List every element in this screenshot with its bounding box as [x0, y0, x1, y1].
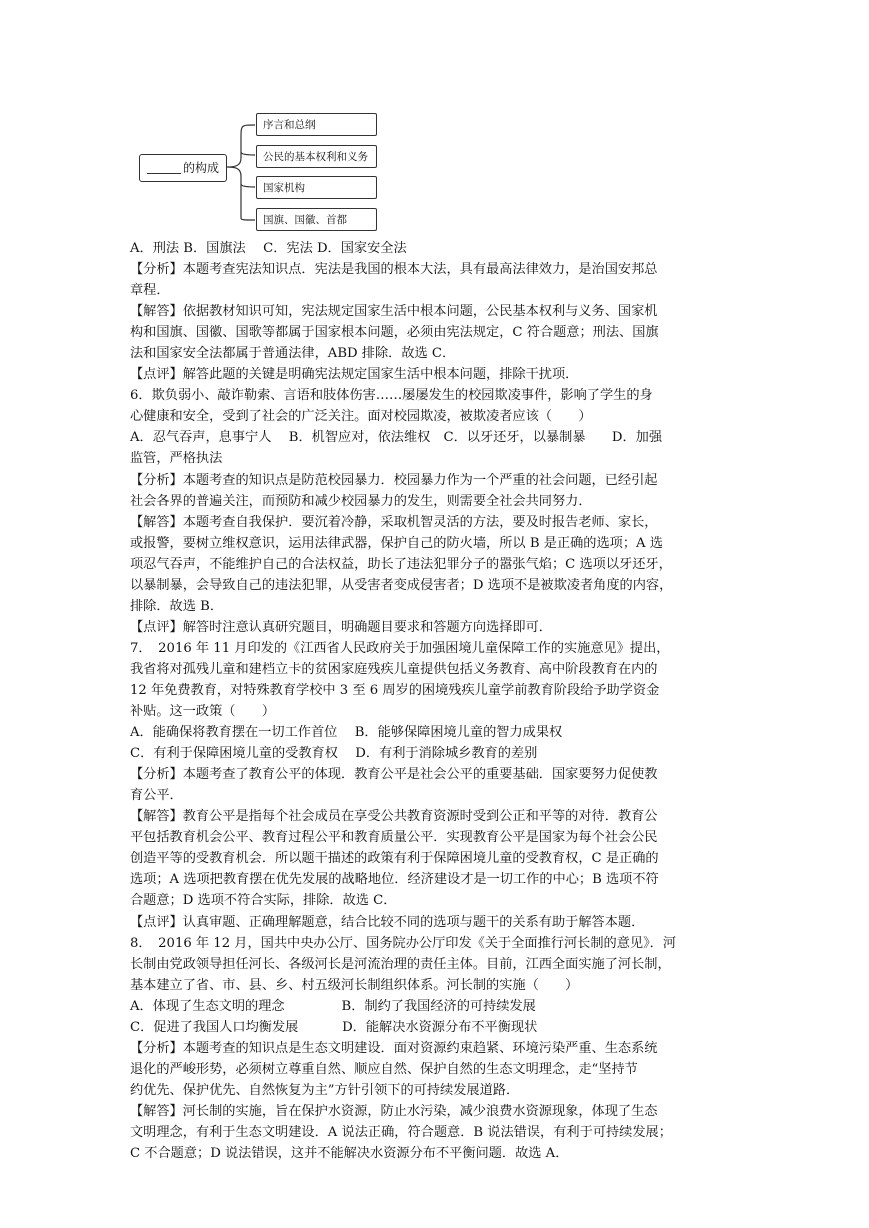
text-line: 12 年免费教育，对特殊教育学校中 3 至 6 周岁的困境残疾儿童学前教育阶段给予助学资金: [130, 682, 660, 698]
text-line: 法和国家安全法都属于普通法律，ABD 排除．故选 C．: [130, 346, 456, 362]
text-line: 选项；A 选项把教育摆在优先发展的战略地位．经济建设才是一切工作的中心；B 选项不符: [130, 872, 659, 888]
diagram-leaf: 序言和总纲: [256, 113, 377, 136]
text-line: 章程．: [130, 283, 170, 299]
text-line: 监管，严格执法: [130, 451, 223, 467]
diagram-leaf: 国家机构: [256, 176, 377, 199]
text-line: 【分析】本题考查了教育公平的体现．教育公平是社会公平的重要基础．国家要努力促使教: [130, 767, 658, 783]
text-line: 补贴。这一政策（ ）: [130, 704, 276, 720]
text-line: 6．欺负弱小、敲诈勒索、言语和肢体伤害……屡屡发生的校园欺凌事件，影响了学生的身: [130, 388, 653, 404]
text-line: C 不合题意；D 说法错误，这并不能解决水资源分布不平衡问题．故选 A．: [130, 1146, 569, 1162]
text-line: 心健康和安全，受到了社会的广泛关注。面对校园欺凌，被欺凌者应该（ ）: [130, 409, 592, 425]
text-line: 【解答】教育公平是指每个社会成员在享受公共教育资源时受到公正和平等的对待．教育公: [130, 809, 658, 825]
text-line: 社会各界的普遍关注，而预防和减少校园暴力的发生，则需要全社会共同努力．: [130, 493, 592, 509]
fill-in-blank: [147, 161, 181, 174]
text-line: 【点评】解答此题的关键是明确宪法规定国家生活中根本问题，排除干扰项．: [130, 367, 579, 383]
text-line: 以暴制暴，会导致自己的违法犯罪，从受害者变成侵害者；D 选项不是被欺凌者角度的内容，: [130, 577, 673, 593]
text-line: 育公平．: [130, 788, 183, 804]
text-line: 【点评】解答时注意认真研究题目，明确题目要求和答题方向选择即可．: [130, 619, 552, 635]
text-line: 我省将对孤残儿童和建档立卡的贫困家庭残疾儿童提供包括义务教育、高中阶段教育在内的: [130, 661, 658, 677]
text-line: 创造平等的受教育机会．所以题干描述的政策有利于保障困境儿童的受教育权，C 是正确的: [130, 851, 659, 867]
text-line: 文明理念，有利于生态文明建设．A 说法正确，符合题意．B 说法错误，有利于可持续发展；: [130, 1124, 672, 1140]
diagram-root-box: [139, 154, 227, 182]
text-line: 项忍气吞声，不能维护自己的合法权益，助长了违法犯罪分子的嚣张气焰；C 选项以牙还牙，: [130, 556, 672, 572]
text-line: 约优先、保护优先、自然恢复为主”方针引领下的可持续发展道路．: [130, 1082, 520, 1098]
document-text: [130, 238, 742, 1164]
text-line: 合题意；D 选项不符合实际，排除．故选 C．: [130, 893, 397, 909]
text-line: 【点评】认真审题、正确理解题意，结合比较不同的选项与题干的关系有助于解答本题．: [130, 914, 645, 930]
text-line: 基本建立了省、市、县、乡、村五级河长制组织体系。河长制的实施（ ）: [130, 977, 579, 993]
text-line: 平包括教育机会公平、教育过程公平和教育质量公平．实现教育公平是国家为每个社会公民: [130, 830, 658, 846]
text-line: 【解答】河长制的实施，旨在保护水资源，防止水污染，减少浪费水资源现象，体现了生态: [130, 1103, 658, 1119]
text-line: A．体现了生态文明的理念 B．制约了我国经济的可持续发展: [130, 998, 536, 1014]
constitution-structure-diagram: [135, 108, 385, 233]
text-line: 8． 2016 年 12 月，国共中央办公厅、国务院办公厅印发《关于全面推行河长制的意见》．河: [130, 935, 677, 951]
diagram-root-label: 的构成: [182, 161, 219, 175]
text-line: A．刑法 B．国旗法 C．宪法 D．国家安全法: [130, 241, 407, 256]
text-line: 7． 2016 年 11 月印发的《江西省人民政府关于加强困境儿童保障工作的实施意见》提出，: [130, 640, 670, 656]
text-line: 排除．故选 B．: [130, 598, 224, 614]
diagram-leaf: 公民的基本权利和义务: [256, 145, 377, 168]
text-line: 【分析】本题考查的知识点是生态文明建设．面对资源约束趋紧、环境污染严重、生态系统: [130, 1040, 658, 1056]
text-line: 【解答】依据教材知识可知，宪法规定国家生活中根本问题，公民基本权利与义务、国家机: [130, 304, 658, 320]
text-line: 退化的严峻形势，必须树立尊重自然、顺应自然、保护自然的生态文明理念，走“坚持节: [130, 1061, 638, 1077]
text-line: 【分析】本题考查宪法知识点．宪法是我国的根本大法，具有最高法律效力，是治国安邦总: [130, 262, 658, 278]
diagram-leaf: 国旗、国徽、首都: [256, 208, 377, 231]
text-line: A．能确保将教育摆在一切工作首位 B．能够保障困境儿童的智力成果权: [130, 725, 563, 741]
text-line: 构和国旗、国徽、国歌等都属于国家根本问题，必须由宪法规定，C 符合题意；刑法、国旗: [130, 325, 659, 341]
text-line: 长制由党政领导担任河长、各级河长是河流治理的责任主体。目前，江西全面实施了河长制，: [130, 956, 671, 972]
text-line: 【分析】本题考查的知识点是防范校园暴力．校园暴力作为一个严重的社会问题，已经引起: [130, 472, 658, 488]
text-line: C．有利于保障困境儿童的受教育权 D．有利于消除城乡教育的差别: [130, 746, 538, 762]
text-line: C．促进了我国人口均衡发展 D．能解决水资源分布不平衡现状: [130, 1019, 538, 1035]
text-line: 【解答】本题考查自我保护．要沉着冷静，采取机智灵活的方法，要及时报告老师、家长，: [130, 514, 658, 530]
diagram-brace: [225, 108, 257, 233]
text-line: 或报警，要树立维权意识，运用法律武器，保护自己的防火墙，所以 B 是正确的选项；A 选: [130, 535, 663, 551]
text-line: A．忍气吞声，息事宁人 B．机智应对，依法维权 C．以牙还牙，以暴制暴 D．加强: [130, 430, 663, 446]
